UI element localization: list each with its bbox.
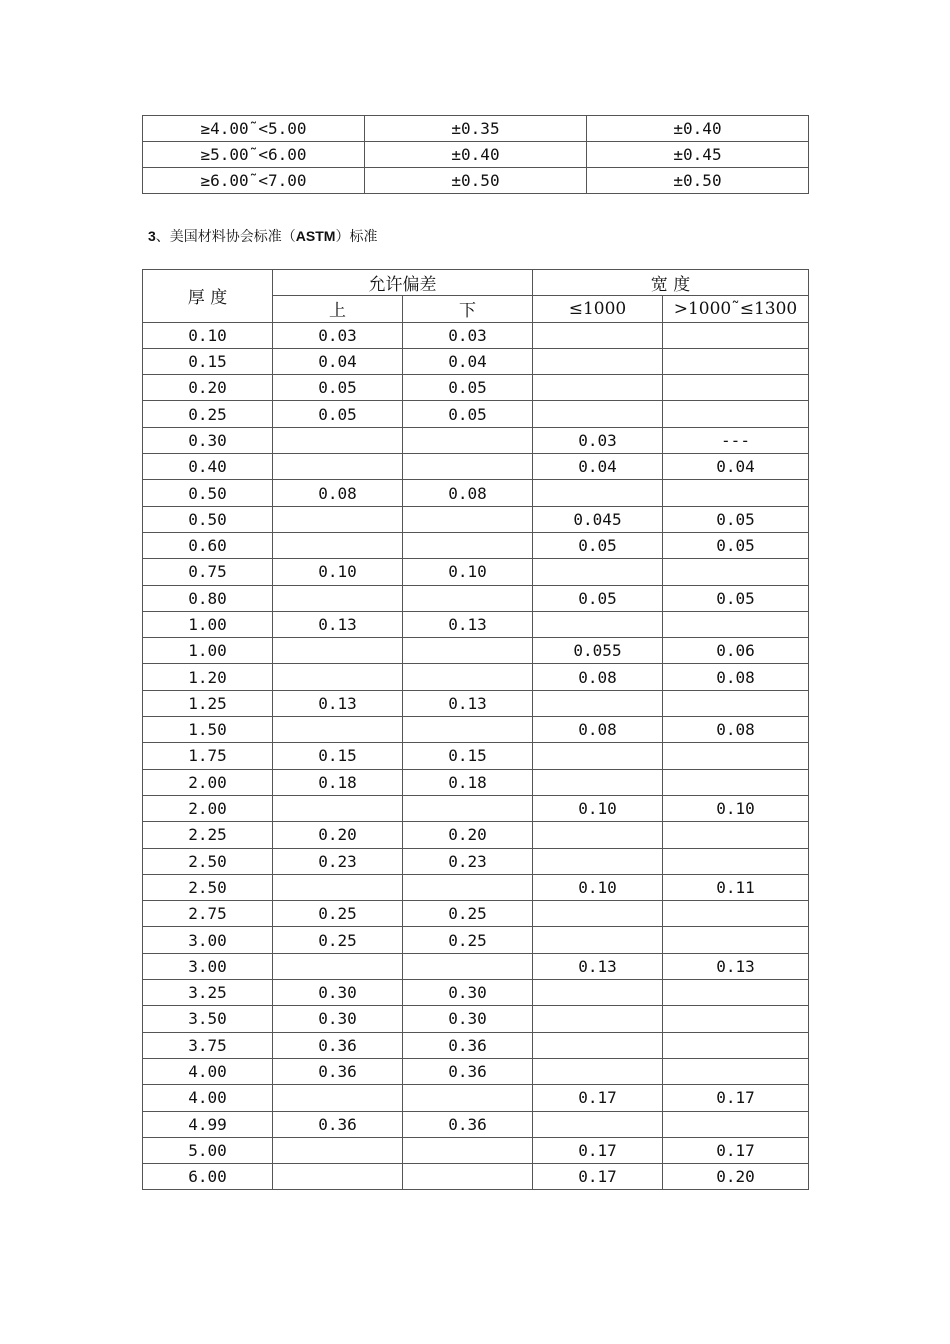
table-cell [403, 664, 533, 690]
table-cell: 0.50 [143, 480, 273, 506]
table-cell: 0.15 [273, 743, 403, 769]
table-cell [273, 1164, 403, 1190]
table-cell: 0.25 [273, 901, 403, 927]
table-row [143, 1032, 809, 1058]
table-row [143, 874, 809, 900]
table-cell [663, 559, 809, 585]
section-heading [148, 226, 377, 246]
table-cell: 0.08 [403, 480, 533, 506]
table-cell: 0.03 [403, 322, 533, 348]
table-cell: 0.04 [533, 454, 663, 480]
table-cell [273, 532, 403, 558]
table-cell: 0.03 [533, 427, 663, 453]
table-cell: 0.10 [403, 559, 533, 585]
table-cell: 2.00 [143, 769, 273, 795]
table-row [143, 795, 809, 821]
table-row [143, 585, 809, 611]
table-cell [663, 611, 809, 637]
table-cell: 0.20 [403, 822, 533, 848]
tolerance-table-top [142, 115, 809, 194]
table-cell [533, 401, 663, 427]
table-cell: 0.05 [273, 401, 403, 427]
table-cell: 1.50 [143, 717, 273, 743]
table-cell [663, 822, 809, 848]
table-cell [663, 848, 809, 874]
table-cell [403, 953, 533, 979]
table-cell: 0.23 [273, 848, 403, 874]
table-cell [273, 874, 403, 900]
table-cell [273, 638, 403, 664]
table-row [143, 559, 809, 585]
table-cell [663, 980, 809, 1006]
table-cell: ±0.40 [365, 142, 587, 168]
table-cell: 0.30 [273, 980, 403, 1006]
table-cell [403, 795, 533, 821]
table-cell: 4.00 [143, 1058, 273, 1084]
table-cell: ≥6.00˜<7.00 [143, 168, 365, 194]
table-cell [403, 1164, 533, 1190]
section-number: 3 [148, 228, 156, 244]
table-cell: 0.30 [403, 1006, 533, 1032]
table-cell: 0.13 [273, 611, 403, 637]
table-cell: 0.13 [533, 953, 663, 979]
table-cell [273, 717, 403, 743]
table-cell: ±0.45 [587, 142, 809, 168]
table-cell [403, 427, 533, 453]
table-cell: 2.50 [143, 874, 273, 900]
table-cell: 0.36 [403, 1058, 533, 1084]
table-cell: 0.20 [663, 1164, 809, 1190]
table-cell: 0.20 [273, 822, 403, 848]
table-cell [663, 401, 809, 427]
table-cell: 0.80 [143, 585, 273, 611]
table-cell [533, 480, 663, 506]
table-cell: 3.25 [143, 980, 273, 1006]
table-row [143, 901, 809, 927]
table-cell: 0.10 [663, 795, 809, 821]
table-cell: 0.30 [403, 980, 533, 1006]
table-row [143, 322, 809, 348]
table-cell: 4.00 [143, 1085, 273, 1111]
header-lower: 下 [403, 296, 533, 322]
table-cell: 0.30 [143, 427, 273, 453]
table-cell: 1.20 [143, 664, 273, 690]
table-cell [663, 1006, 809, 1032]
table-row [143, 611, 809, 637]
table-row [143, 506, 809, 532]
table-cell [663, 901, 809, 927]
table-cell: 5.00 [143, 1137, 273, 1163]
table-cell [663, 743, 809, 769]
header-width-1000-1300: >1000˜≤1300 [663, 296, 809, 322]
table-cell [273, 1085, 403, 1111]
table-cell: 0.25 [273, 927, 403, 953]
table-cell: 0.15 [143, 348, 273, 374]
header-width-le-1000: ≤1000 [533, 296, 663, 322]
table-row [143, 401, 809, 427]
table-row [143, 769, 809, 795]
table-cell: 0.05 [663, 532, 809, 558]
table-cell: 0.18 [403, 769, 533, 795]
table-cell [273, 795, 403, 821]
table-cell: 0.15 [403, 743, 533, 769]
table-row [143, 1058, 809, 1084]
table-cell [533, 348, 663, 374]
table-cell [273, 664, 403, 690]
heading-text-before: 、美国材料协会标准（ [155, 228, 296, 244]
table-cell: 0.13 [663, 953, 809, 979]
table-cell [663, 480, 809, 506]
table-cell: 0.17 [533, 1085, 663, 1111]
table-row [143, 142, 809, 168]
table-cell: 0.04 [403, 348, 533, 374]
table-header-row [143, 270, 809, 296]
table-row [143, 717, 809, 743]
table-cell: ≥5.00˜<6.00 [143, 142, 365, 168]
table-cell [403, 454, 533, 480]
table-cell [663, 375, 809, 401]
table-cell: 0.13 [273, 690, 403, 716]
table-cell: 0.10 [533, 874, 663, 900]
table-cell: 0.30 [273, 1006, 403, 1032]
table-cell: ±0.35 [365, 116, 587, 142]
table-row [143, 638, 809, 664]
table-cell: 0.10 [273, 559, 403, 585]
table-cell: 3.75 [143, 1032, 273, 1058]
table-cell [533, 1032, 663, 1058]
table-cell [533, 322, 663, 348]
table-cell: 0.08 [273, 480, 403, 506]
table-cell: 0.36 [403, 1032, 533, 1058]
table-cell: ±0.40 [587, 116, 809, 142]
table-cell: 0.36 [273, 1058, 403, 1084]
table-cell [663, 348, 809, 374]
table-cell [663, 1111, 809, 1137]
table-cell [533, 1006, 663, 1032]
table-cell: 0.05 [273, 375, 403, 401]
table-cell: 0.10 [143, 322, 273, 348]
table-cell: 0.75 [143, 559, 273, 585]
table-cell: 2.00 [143, 795, 273, 821]
table-cell: 0.25 [143, 401, 273, 427]
table-cell: 0.25 [403, 927, 533, 953]
table-cell: 1.25 [143, 690, 273, 716]
table-row [143, 116, 809, 142]
table-cell [533, 1058, 663, 1084]
table-row [143, 1006, 809, 1032]
table-cell: 0.055 [533, 638, 663, 664]
table-cell: 0.18 [273, 769, 403, 795]
table-cell: 0.08 [663, 664, 809, 690]
table-row [143, 1164, 809, 1190]
table-cell [403, 1137, 533, 1163]
table-cell: 1.00 [143, 638, 273, 664]
table-cell [403, 1085, 533, 1111]
table-cell: 4.99 [143, 1111, 273, 1137]
header-tolerance: 允许偏差 [273, 270, 533, 296]
table-cell [663, 1058, 809, 1084]
table-cell: 0.05 [403, 401, 533, 427]
table-cell: 0.04 [273, 348, 403, 374]
table-cell: 0.13 [403, 690, 533, 716]
table-cell [273, 953, 403, 979]
astm-tolerance-table [142, 269, 809, 1190]
table-row [143, 1137, 809, 1163]
table-cell: 2.25 [143, 822, 273, 848]
table-cell [273, 585, 403, 611]
table-cell: 1.75 [143, 743, 273, 769]
table-cell [533, 769, 663, 795]
table-row [143, 690, 809, 716]
table-cell: 0.13 [403, 611, 533, 637]
table-cell [663, 769, 809, 795]
table-cell [403, 532, 533, 558]
table-cell: 0.08 [533, 664, 663, 690]
table-row [143, 743, 809, 769]
table-cell [663, 690, 809, 716]
heading-text-after: ）标准 [335, 228, 378, 244]
table-row [143, 953, 809, 979]
table-cell: 0.05 [663, 506, 809, 532]
table-cell [403, 717, 533, 743]
table-cell: 0.11 [663, 874, 809, 900]
table-cell: 3.00 [143, 927, 273, 953]
header-upper: 上 [273, 296, 403, 322]
table-cell: ≥4.00˜<5.00 [143, 116, 365, 142]
table-cell [403, 585, 533, 611]
heading-abbr: ASTM [295, 228, 336, 244]
table-cell: 0.17 [533, 1164, 663, 1190]
table-cell: 0.045 [533, 506, 663, 532]
table-cell: 0.05 [533, 585, 663, 611]
header-width: 宽 度 [533, 270, 809, 296]
table-cell [273, 506, 403, 532]
table-cell: 2.75 [143, 901, 273, 927]
table-row [143, 1111, 809, 1137]
table-cell [663, 322, 809, 348]
table-cell: 0.36 [403, 1111, 533, 1137]
table-cell: 0.17 [663, 1085, 809, 1111]
table-cell: ±0.50 [365, 168, 587, 194]
table-cell [273, 454, 403, 480]
table-cell [273, 427, 403, 453]
table-cell: 3.00 [143, 953, 273, 979]
table-row [143, 480, 809, 506]
table-row [143, 375, 809, 401]
table-row [143, 980, 809, 1006]
table-row [143, 822, 809, 848]
table-cell: 0.06 [663, 638, 809, 664]
table-cell: 0.60 [143, 532, 273, 558]
table-cell [273, 1137, 403, 1163]
table-cell: 0.05 [533, 532, 663, 558]
table-cell [533, 743, 663, 769]
table-row [143, 664, 809, 690]
table-row [143, 532, 809, 558]
table-cell [533, 927, 663, 953]
table-cell: 2.50 [143, 848, 273, 874]
table-cell: 0.04 [663, 454, 809, 480]
table-row [143, 927, 809, 953]
table-cell: 0.10 [533, 795, 663, 821]
table-cell: 0.40 [143, 454, 273, 480]
table-cell: 0.36 [273, 1032, 403, 1058]
header-thickness: 厚 度 [143, 270, 273, 323]
table-cell: 0.08 [663, 717, 809, 743]
table-row [143, 454, 809, 480]
table-cell: 0.05 [403, 375, 533, 401]
table-cell: 0.17 [533, 1137, 663, 1163]
table-cell: 0.25 [403, 901, 533, 927]
table-cell: 0.03 [273, 322, 403, 348]
table-cell [403, 874, 533, 900]
table-row [143, 427, 809, 453]
table-cell: --- [663, 427, 809, 453]
table-cell: 6.00 [143, 1164, 273, 1190]
table-cell: 0.36 [273, 1111, 403, 1137]
table-cell [663, 927, 809, 953]
table-row [143, 168, 809, 194]
table-cell: 0.20 [143, 375, 273, 401]
table-cell: 0.05 [663, 585, 809, 611]
table-cell [403, 506, 533, 532]
table-cell [533, 848, 663, 874]
table-cell: 1.00 [143, 611, 273, 637]
table-cell [533, 901, 663, 927]
table-cell [403, 638, 533, 664]
table-cell [533, 1111, 663, 1137]
table-cell [533, 559, 663, 585]
table-cell: 3.50 [143, 1006, 273, 1032]
table-cell: ±0.50 [587, 168, 809, 194]
table-cell [663, 1032, 809, 1058]
table-row [143, 348, 809, 374]
table-cell [533, 980, 663, 1006]
table-cell [533, 690, 663, 716]
table-row [143, 1085, 809, 1111]
table-cell: 0.23 [403, 848, 533, 874]
table-cell: 0.17 [663, 1137, 809, 1163]
table-cell: 0.08 [533, 717, 663, 743]
table-cell [533, 822, 663, 848]
table-row [143, 848, 809, 874]
table-cell [533, 375, 663, 401]
table-cell [533, 611, 663, 637]
table-cell: 0.50 [143, 506, 273, 532]
